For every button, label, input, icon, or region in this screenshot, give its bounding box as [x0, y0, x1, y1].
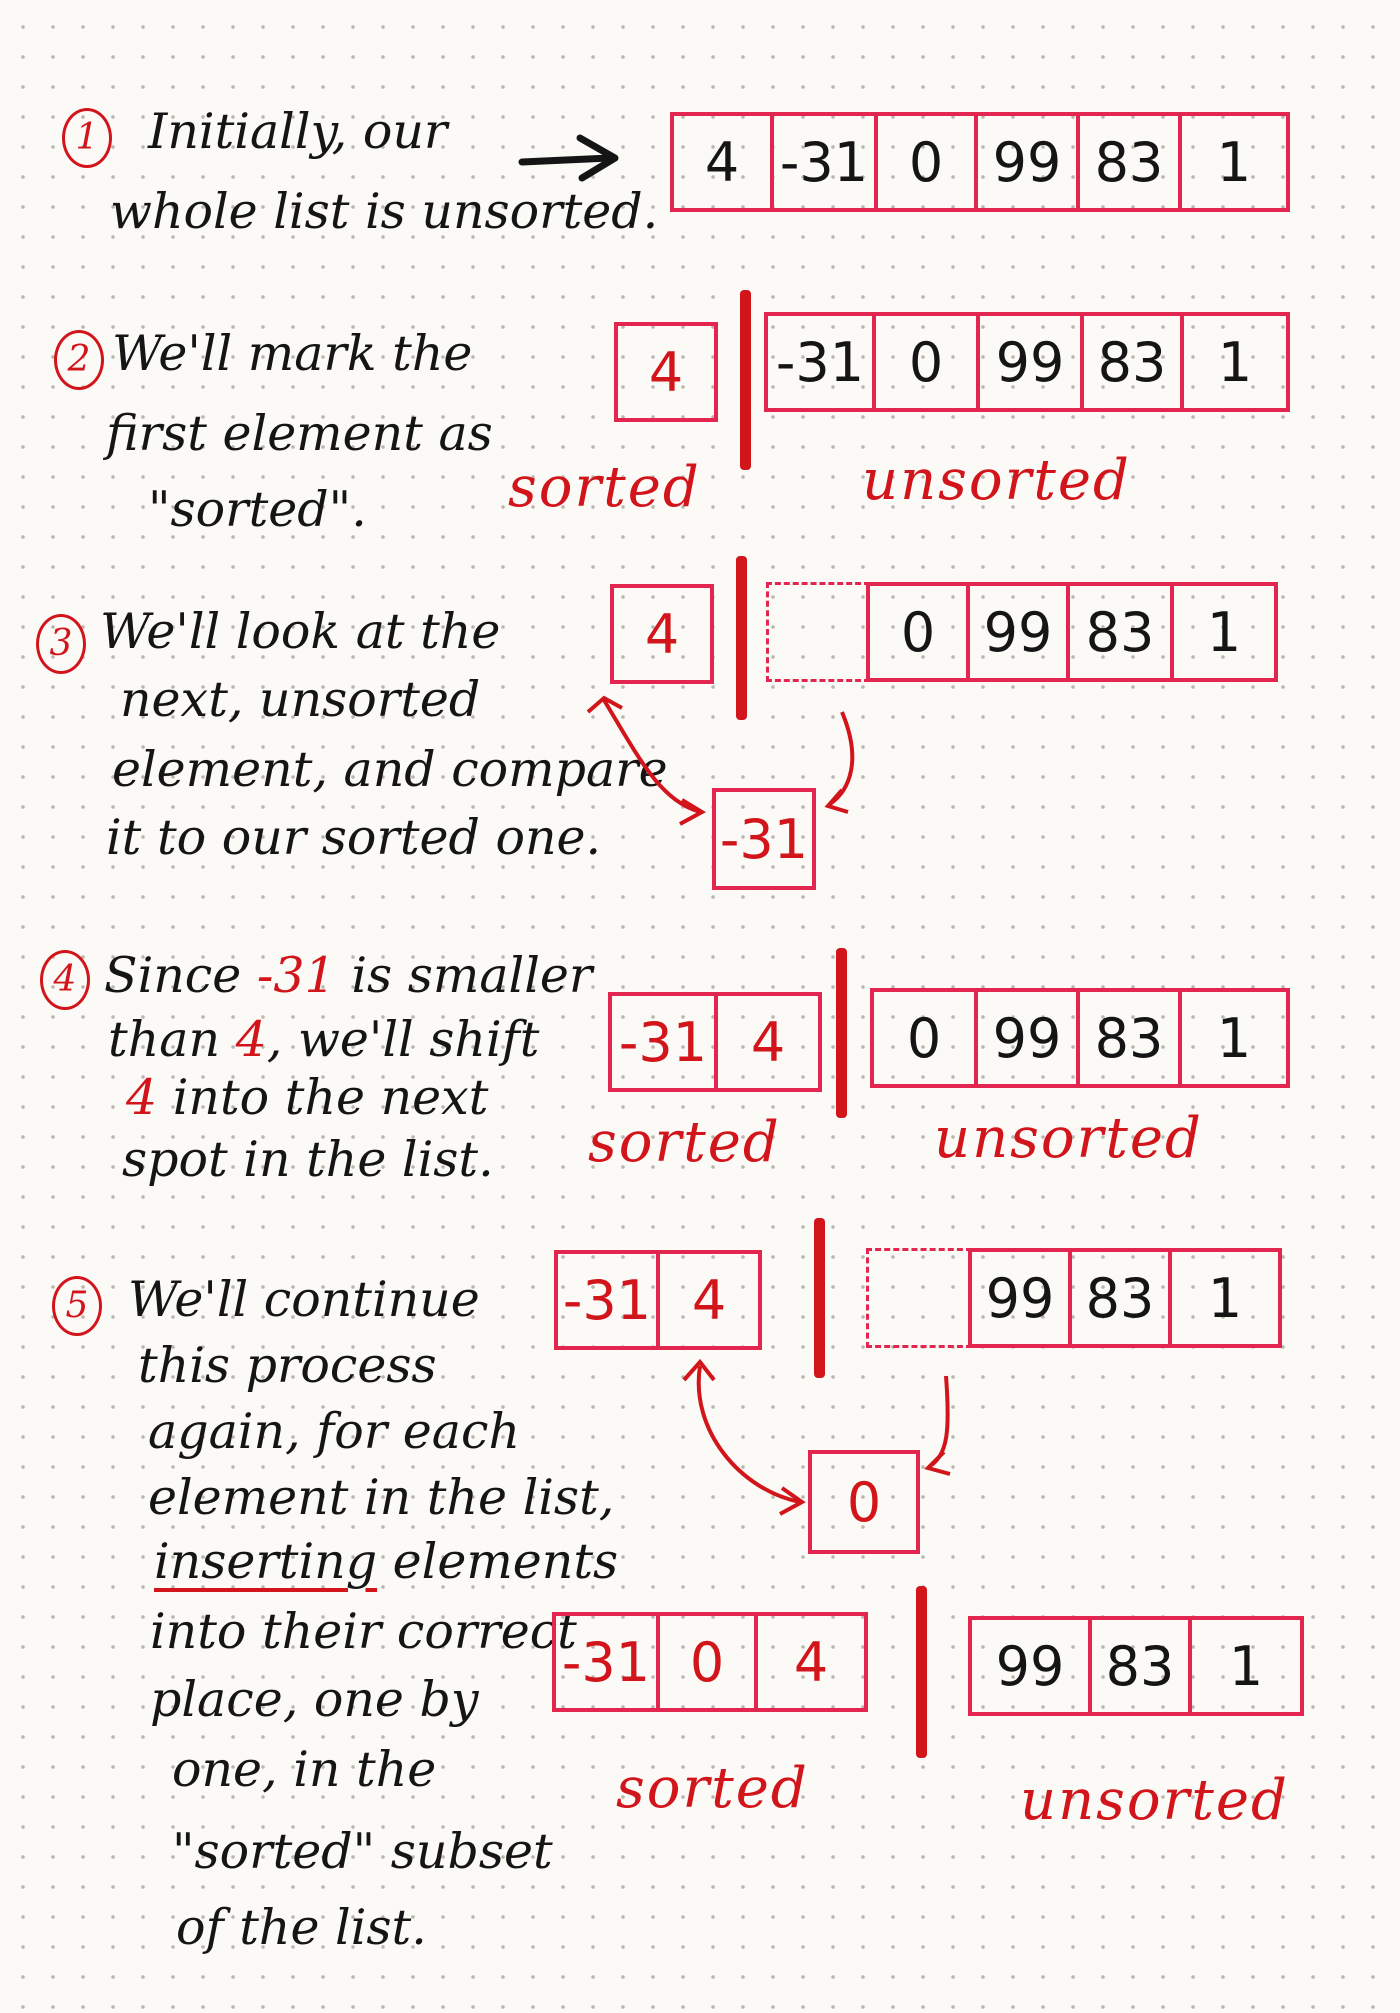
list-cell: 1	[1180, 312, 1290, 412]
step-5-sorted-label: sorted	[616, 1756, 809, 1821]
step-4-highlight: 4	[235, 1011, 267, 1068]
step-2-number: 2	[54, 330, 104, 390]
list-cell: 4	[714, 992, 822, 1092]
step-3-compared-element: -31	[712, 788, 816, 890]
step-2-text-line-1: We'll mark the	[112, 325, 473, 382]
list-cell: 4	[610, 584, 714, 684]
step-1-text-line-2: whole list is unsorted.	[110, 183, 659, 240]
step-4-text: than	[108, 1011, 236, 1068]
list-cell: 99	[968, 1616, 1092, 1716]
step-4-text-line-4: spot in the list.	[122, 1131, 494, 1188]
list-cell: 1	[1168, 1248, 1282, 1348]
list-cell: 99	[974, 112, 1080, 212]
list-cell: 83	[1066, 582, 1174, 682]
list-cell: 0	[656, 1612, 758, 1712]
list-cell: -31	[554, 1250, 660, 1350]
step-1-number: 1	[62, 108, 112, 168]
list-cell: 83	[1076, 112, 1182, 212]
list-cell: 4	[754, 1612, 868, 1712]
list-cell: 4	[670, 112, 774, 212]
step-2-text-line-3: "sorted".	[148, 481, 367, 538]
step-3-text-line-1: We'll look at the	[100, 603, 501, 660]
step-1-text-line-1: Initially, our	[148, 103, 448, 160]
list-cell: 1	[1188, 1616, 1304, 1716]
step-5-text-line-10: of the list.	[176, 1899, 427, 1956]
step-4-text: into the next	[157, 1069, 489, 1126]
step-5-compared-element: 0	[808, 1450, 920, 1554]
step-4-sorted-label: sorted	[588, 1110, 781, 1175]
list-cell: -31	[764, 312, 876, 412]
list-cell: 99	[974, 988, 1080, 1088]
list-cell: 0	[866, 582, 970, 682]
step-5-text-line-2: this process	[138, 1337, 437, 1394]
step-5-divider-after	[916, 1586, 927, 1758]
step-5-text-line-4: element in the list,	[148, 1469, 615, 1526]
step-5-text-line-3: again, for each	[148, 1403, 521, 1460]
step-4-highlight: 4	[126, 1069, 158, 1126]
step-2-sorted-label: sorted	[508, 455, 701, 520]
step-5-text-line-8: one, in the	[172, 1741, 437, 1798]
list-cell: 1	[1178, 988, 1290, 1088]
step-4-unsorted-label: unsorted	[934, 1106, 1203, 1171]
step-4-text: , we'll shift	[266, 1011, 540, 1068]
list-cell: -31	[608, 992, 718, 1092]
step-5-number: 5	[52, 1276, 102, 1336]
step-2-unsorted-label: unsorted	[862, 448, 1131, 513]
step-5-text-line-6: into their correct	[150, 1603, 577, 1660]
step-4-highlight: -31	[256, 947, 336, 1004]
step-5-text-line-1: We'll continue	[128, 1271, 480, 1328]
list-cell: 83	[1068, 1248, 1172, 1348]
step-4-text: is smaller	[335, 947, 593, 1004]
list-cell: 99	[976, 312, 1084, 412]
step-3-text-line-3: element, and compare	[112, 741, 668, 798]
list-cell: 83	[1080, 312, 1184, 412]
list-cell: -31	[552, 1612, 660, 1712]
list-cell: 99	[968, 1248, 1072, 1348]
list-cell: 99	[966, 582, 1070, 682]
list-cell: 0	[874, 112, 978, 212]
step-5-unsorted-label: unsorted	[1020, 1768, 1289, 1833]
list-cell: 0	[870, 988, 978, 1088]
list-cell: 83	[1088, 1616, 1192, 1716]
step-2-text-line-2: first element as	[106, 405, 493, 462]
step-5-sorted-list-after	[552, 1612, 868, 1712]
list-cell: 4	[614, 322, 718, 422]
list-cell: 83	[1076, 988, 1182, 1088]
list-cell: 0	[872, 312, 980, 412]
inserting-highlight: inserting	[154, 1533, 378, 1590]
step-3-number: 3	[36, 614, 86, 674]
list-cell: 4	[656, 1250, 762, 1350]
step-5-text-line-9: "sorted" subset	[172, 1823, 553, 1880]
list-cell: -31	[770, 112, 878, 212]
step-5-text: elements	[377, 1533, 619, 1590]
step-4-text: Since	[104, 947, 257, 1004]
list-cell: 1	[1178, 112, 1290, 212]
step-5-text-line-7: place, one by	[150, 1671, 479, 1728]
step-4-number: 4	[40, 950, 90, 1010]
step-3-text-line-4: it to our sorted one.	[106, 809, 602, 866]
list-cell: 1	[1170, 582, 1278, 682]
step-3-text-line-2: next, unsorted	[120, 671, 481, 728]
step-5-unsorted-list-after	[968, 1616, 1304, 1716]
